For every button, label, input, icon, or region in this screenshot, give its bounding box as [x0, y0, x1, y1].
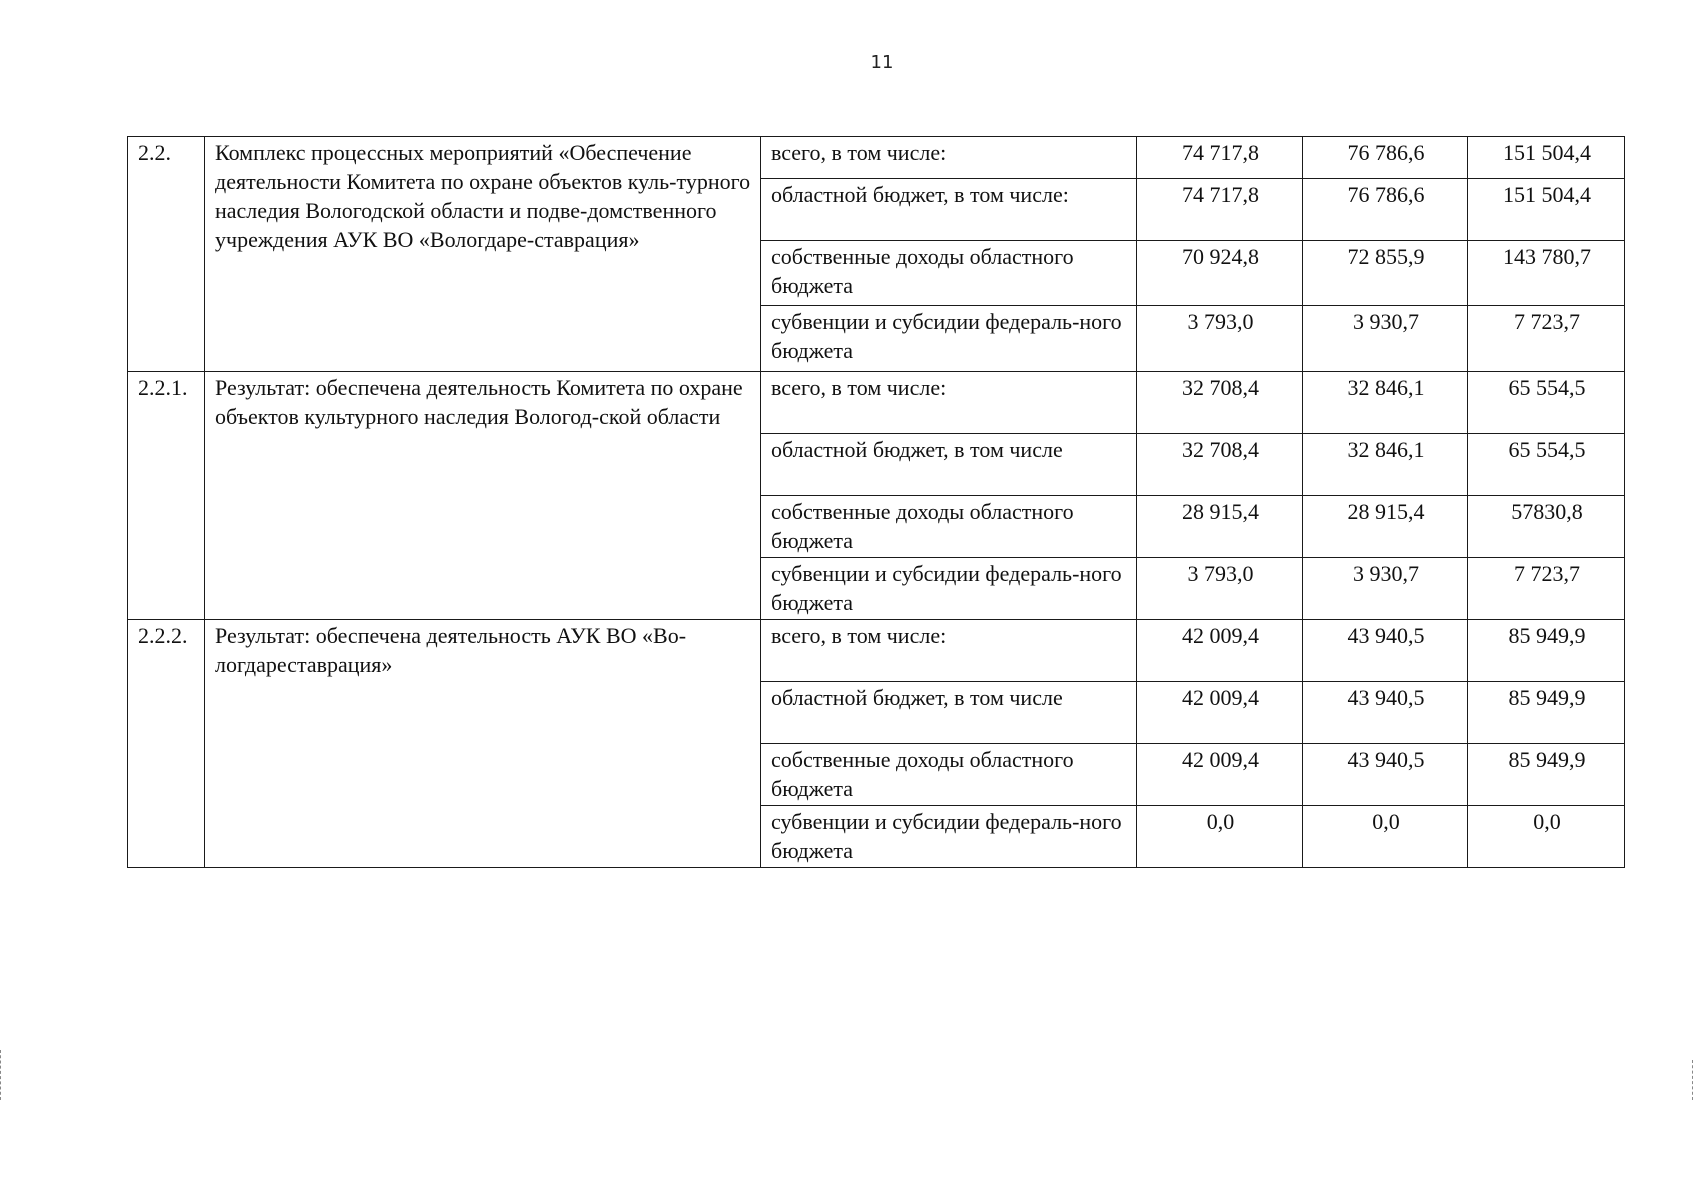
value-cell-year2: 76 786,6 — [1303, 137, 1468, 179]
row-description: Результат: обеспечена деятельность Комитета по охране объектов культурного наследия Вологод-ской области — [205, 372, 761, 620]
value-cell-total: 151 504,4 — [1468, 137, 1625, 179]
value-cell-year1: 3 793,0 — [1137, 306, 1303, 372]
value-cell-total: 57830,8 — [1468, 496, 1625, 558]
row-code: 2.2. — [128, 137, 205, 372]
value-cell-year2: 43 940,5 — [1303, 744, 1468, 806]
value-cell-total: 0,0 — [1468, 806, 1625, 868]
value-cell-year2: 76 786,6 — [1303, 179, 1468, 241]
scan-edge-mark-right — [1692, 1060, 1697, 1100]
value-cell-year1: 42 009,4 — [1137, 620, 1303, 682]
value-cell-year2: 3 930,7 — [1303, 306, 1468, 372]
value-cell-year1: 42 009,4 — [1137, 682, 1303, 744]
value-cell-total: 143 780,7 — [1468, 241, 1625, 306]
funding-source-label: всего, в том числе: — [761, 372, 1137, 434]
funding-source-label: субвенции и субсидии федераль-ного бюджета — [761, 306, 1137, 372]
value-cell-year1: 74 717,8 — [1137, 179, 1303, 241]
value-cell-total: 85 949,9 — [1468, 682, 1625, 744]
budget-table — [127, 136, 1625, 868]
value-cell-year2: 72 855,9 — [1303, 241, 1468, 306]
value-cell-year1: 32 708,4 — [1137, 434, 1303, 496]
value-cell-year1: 32 708,4 — [1137, 372, 1303, 434]
value-cell-total: 65 554,5 — [1468, 434, 1625, 496]
table-row — [128, 620, 1625, 682]
value-cell-total: 85 949,9 — [1468, 744, 1625, 806]
value-cell-year2: 32 846,1 — [1303, 434, 1468, 496]
funding-source-label: всего, в том числе: — [761, 620, 1137, 682]
table-row — [128, 137, 1625, 179]
funding-source-label: субвенции и субсидии федераль-ного бюджета — [761, 806, 1137, 868]
value-cell-year2: 3 930,7 — [1303, 558, 1468, 620]
funding-source-label: областной бюджет, в том числе: — [761, 179, 1137, 241]
value-cell-year2: 0,0 — [1303, 806, 1468, 868]
funding-source-label: собственные доходы областного бюджета — [761, 496, 1137, 558]
row-code: 2.2.2. — [128, 620, 205, 868]
scan-edge-mark-left — [0, 1050, 5, 1100]
page-number: 11 — [870, 52, 894, 73]
value-cell-total: 85 949,9 — [1468, 620, 1625, 682]
value-cell-total: 151 504,4 — [1468, 179, 1625, 241]
value-cell-year1: 70 924,8 — [1137, 241, 1303, 306]
funding-source-label: субвенции и субсидии федераль-ного бюджета — [761, 558, 1137, 620]
funding-source-label: областной бюджет, в том числе — [761, 434, 1137, 496]
value-cell-total: 7 723,7 — [1468, 558, 1625, 620]
value-cell-total: 65 554,5 — [1468, 372, 1625, 434]
value-cell-total: 7 723,7 — [1468, 306, 1625, 372]
value-cell-year2: 28 915,4 — [1303, 496, 1468, 558]
funding-source-label: собственные доходы областного бюджета — [761, 241, 1137, 306]
value-cell-year1: 42 009,4 — [1137, 744, 1303, 806]
value-cell-year1: 3 793,0 — [1137, 558, 1303, 620]
value-cell-year2: 43 940,5 — [1303, 682, 1468, 744]
value-cell-year2: 43 940,5 — [1303, 620, 1468, 682]
row-description: Результат: обеспечена деятельность АУК ВО «Во-логдареставрация» — [205, 620, 761, 868]
value-cell-year1: 0,0 — [1137, 806, 1303, 868]
row-description: Комплекс процессных мероприятий «Обеспечение деятельности Комитета по охране объектов куль-турного наследия Вологодской области и подве-домственного учреждения АУК ВО «Вологдаре-ставрация» — [205, 137, 761, 372]
funding-source-label: собственные доходы областного бюджета — [761, 744, 1137, 806]
funding-source-label: областной бюджет, в том числе — [761, 682, 1137, 744]
table-row — [128, 372, 1625, 434]
row-code: 2.2.1. — [128, 372, 205, 620]
value-cell-year1: 28 915,4 — [1137, 496, 1303, 558]
value-cell-year2: 32 846,1 — [1303, 372, 1468, 434]
funding-source-label: всего, в том числе: — [761, 137, 1137, 179]
value-cell-year1: 74 717,8 — [1137, 137, 1303, 179]
